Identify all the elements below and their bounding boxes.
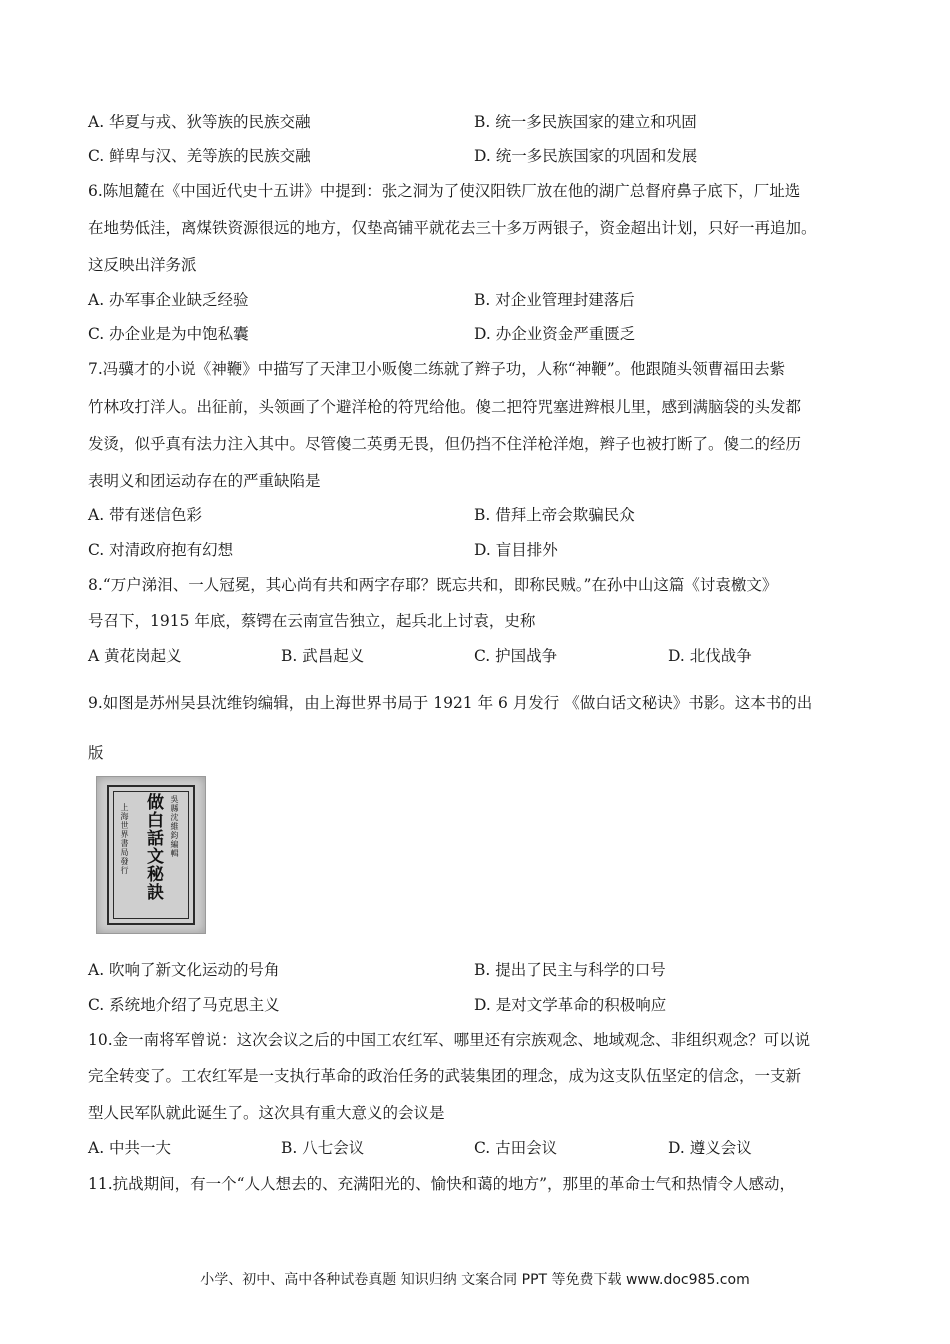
q8-option-b: B. 武昌起义 bbox=[281, 647, 365, 665]
q9-option-c: C. 系统地介绍了马克思主义 bbox=[88, 996, 280, 1014]
q6-line-3: 这反映出洋务派 bbox=[88, 256, 197, 274]
q7-line-4: 表明义和团运动存在的严重缺陷是 bbox=[88, 472, 321, 490]
book-editor: 吳縣沈維鈞編輯 bbox=[170, 795, 179, 858]
page-footer: 小学、初中、高中各种试卷真题 知识归纳 文案合同 PPT 等免费下载 www.doc985.com bbox=[200, 1272, 750, 1288]
q10-option-c: C. 古田会议 bbox=[474, 1139, 558, 1157]
q9-option-b: B. 提出了民主与科学的口号 bbox=[474, 961, 666, 979]
q9-line-2: 版 bbox=[88, 744, 104, 762]
q5-option-b: B. 统一多民族国家的建立和巩固 bbox=[474, 113, 697, 131]
q6-option-d: D. 办企业资金严重匮乏 bbox=[474, 325, 636, 343]
q9-option-d: D. 是对文学革命的积极响应 bbox=[474, 996, 667, 1014]
q7-line-1: 7.冯骥才的小说《神鞭》中描写了天津卫小贩傻二练就了辫子功，人称“神鞭”。他跟随头领曹福田去紫 bbox=[88, 360, 786, 378]
q10-option-b: B. 八七会议 bbox=[281, 1139, 365, 1157]
q7-option-c: C. 对清政府抱有幻想 bbox=[88, 541, 234, 559]
q8-option-c: C. 护国战争 bbox=[474, 647, 558, 665]
q10-option-a: A. 中共一大 bbox=[88, 1139, 172, 1157]
q8-option-a: A 黄花岗起义 bbox=[88, 647, 182, 665]
q7-line-3: 发烫，似乎真有法力注入其中。尽管傻二英勇无畏，但仍挡不住洋枪洋炮，辫子也被打断了。傻二的经历 bbox=[88, 435, 802, 453]
q6-option-c: C. 办企业是为中饱私囊 bbox=[88, 325, 249, 343]
q8-option-d: D. 北伐战争 bbox=[668, 647, 752, 665]
q11-line-1: 11.抗战期间，有一个“人人想去的、充满阳光的、愉快和蔼的地方”，那里的革命士气和热情令人感动， bbox=[88, 1175, 796, 1193]
q10-line-1: 10.金一南将军曾说：这次会议之后的中国工农红军、哪里还有宗族观念、地域观念、非组织观念？可以说 bbox=[88, 1031, 811, 1049]
q6-line-1: 6.陈旭麓在《中国近代史十五讲》中提到：张之洞为了使汉阳铁厂放在他的湖广总督府鼻子底下，厂址选 bbox=[88, 182, 801, 200]
book-cover-image bbox=[96, 776, 206, 934]
q6-line-2: 在地势低洼，离煤铁资源很远的地方，仅垫高铺平就花去三十多万两银子，资金超出计划，只好一再追加。 bbox=[88, 219, 817, 237]
q8-line-1: 8.“万户涕泪、一人冠冕，其心尚有共和两字存耶？既忘共和，即称民贼。”在孙中山这篇《讨袁檄文》 bbox=[88, 576, 778, 594]
q6-option-a: A. 办军事企业缺乏经验 bbox=[88, 291, 249, 309]
book-title: 做白話文秘訣 bbox=[143, 793, 163, 901]
q5-option-a: A. 华夏与戎、狄等族的民族交融 bbox=[88, 113, 311, 131]
q8-line-2: 号召下，1915 年底，蔡锷在云南宣告独立，起兵北上讨袁，史称 bbox=[88, 612, 536, 630]
q6-option-b: B. 对企业管理封建落后 bbox=[474, 291, 635, 309]
q10-line-2: 完全转变了。工农红军是一支执行革命的政治任务的武装集团的理念，成为这支队伍坚定的信念，一支新 bbox=[88, 1067, 802, 1085]
book-publisher: 上海世界書局發行 bbox=[120, 803, 129, 875]
q5-option-d: D. 统一多民族国家的巩固和发展 bbox=[474, 147, 698, 165]
q7-option-d: D. 盲目排外 bbox=[474, 541, 558, 559]
q5-option-c: C. 鲜卑与汉、羌等族的民族交融 bbox=[88, 147, 311, 165]
q10-line-3: 型人民军队就此诞生了。这次具有重大意义的会议是 bbox=[88, 1104, 445, 1122]
q9-line-1: 9.如图是苏州吴县沈维钧编辑，由上海世界书局于 1921 年 6 月发行 《做白话文秘诀》书影。这本书的出 bbox=[88, 694, 813, 712]
q9-option-a: A. 吹响了新文化运动的号角 bbox=[88, 961, 280, 979]
q7-line-2: 竹林攻打洋人。出征前，头领画了个避洋枪的符咒给他。傻二把符咒塞进辫根儿里，感到满脑袋的头发都 bbox=[88, 398, 802, 416]
q7-option-b: B. 借拜上帝会欺骗民众 bbox=[474, 506, 635, 524]
q7-option-a: A. 带有迷信色彩 bbox=[88, 506, 203, 524]
q10-option-d: D. 遵义会议 bbox=[668, 1139, 752, 1157]
